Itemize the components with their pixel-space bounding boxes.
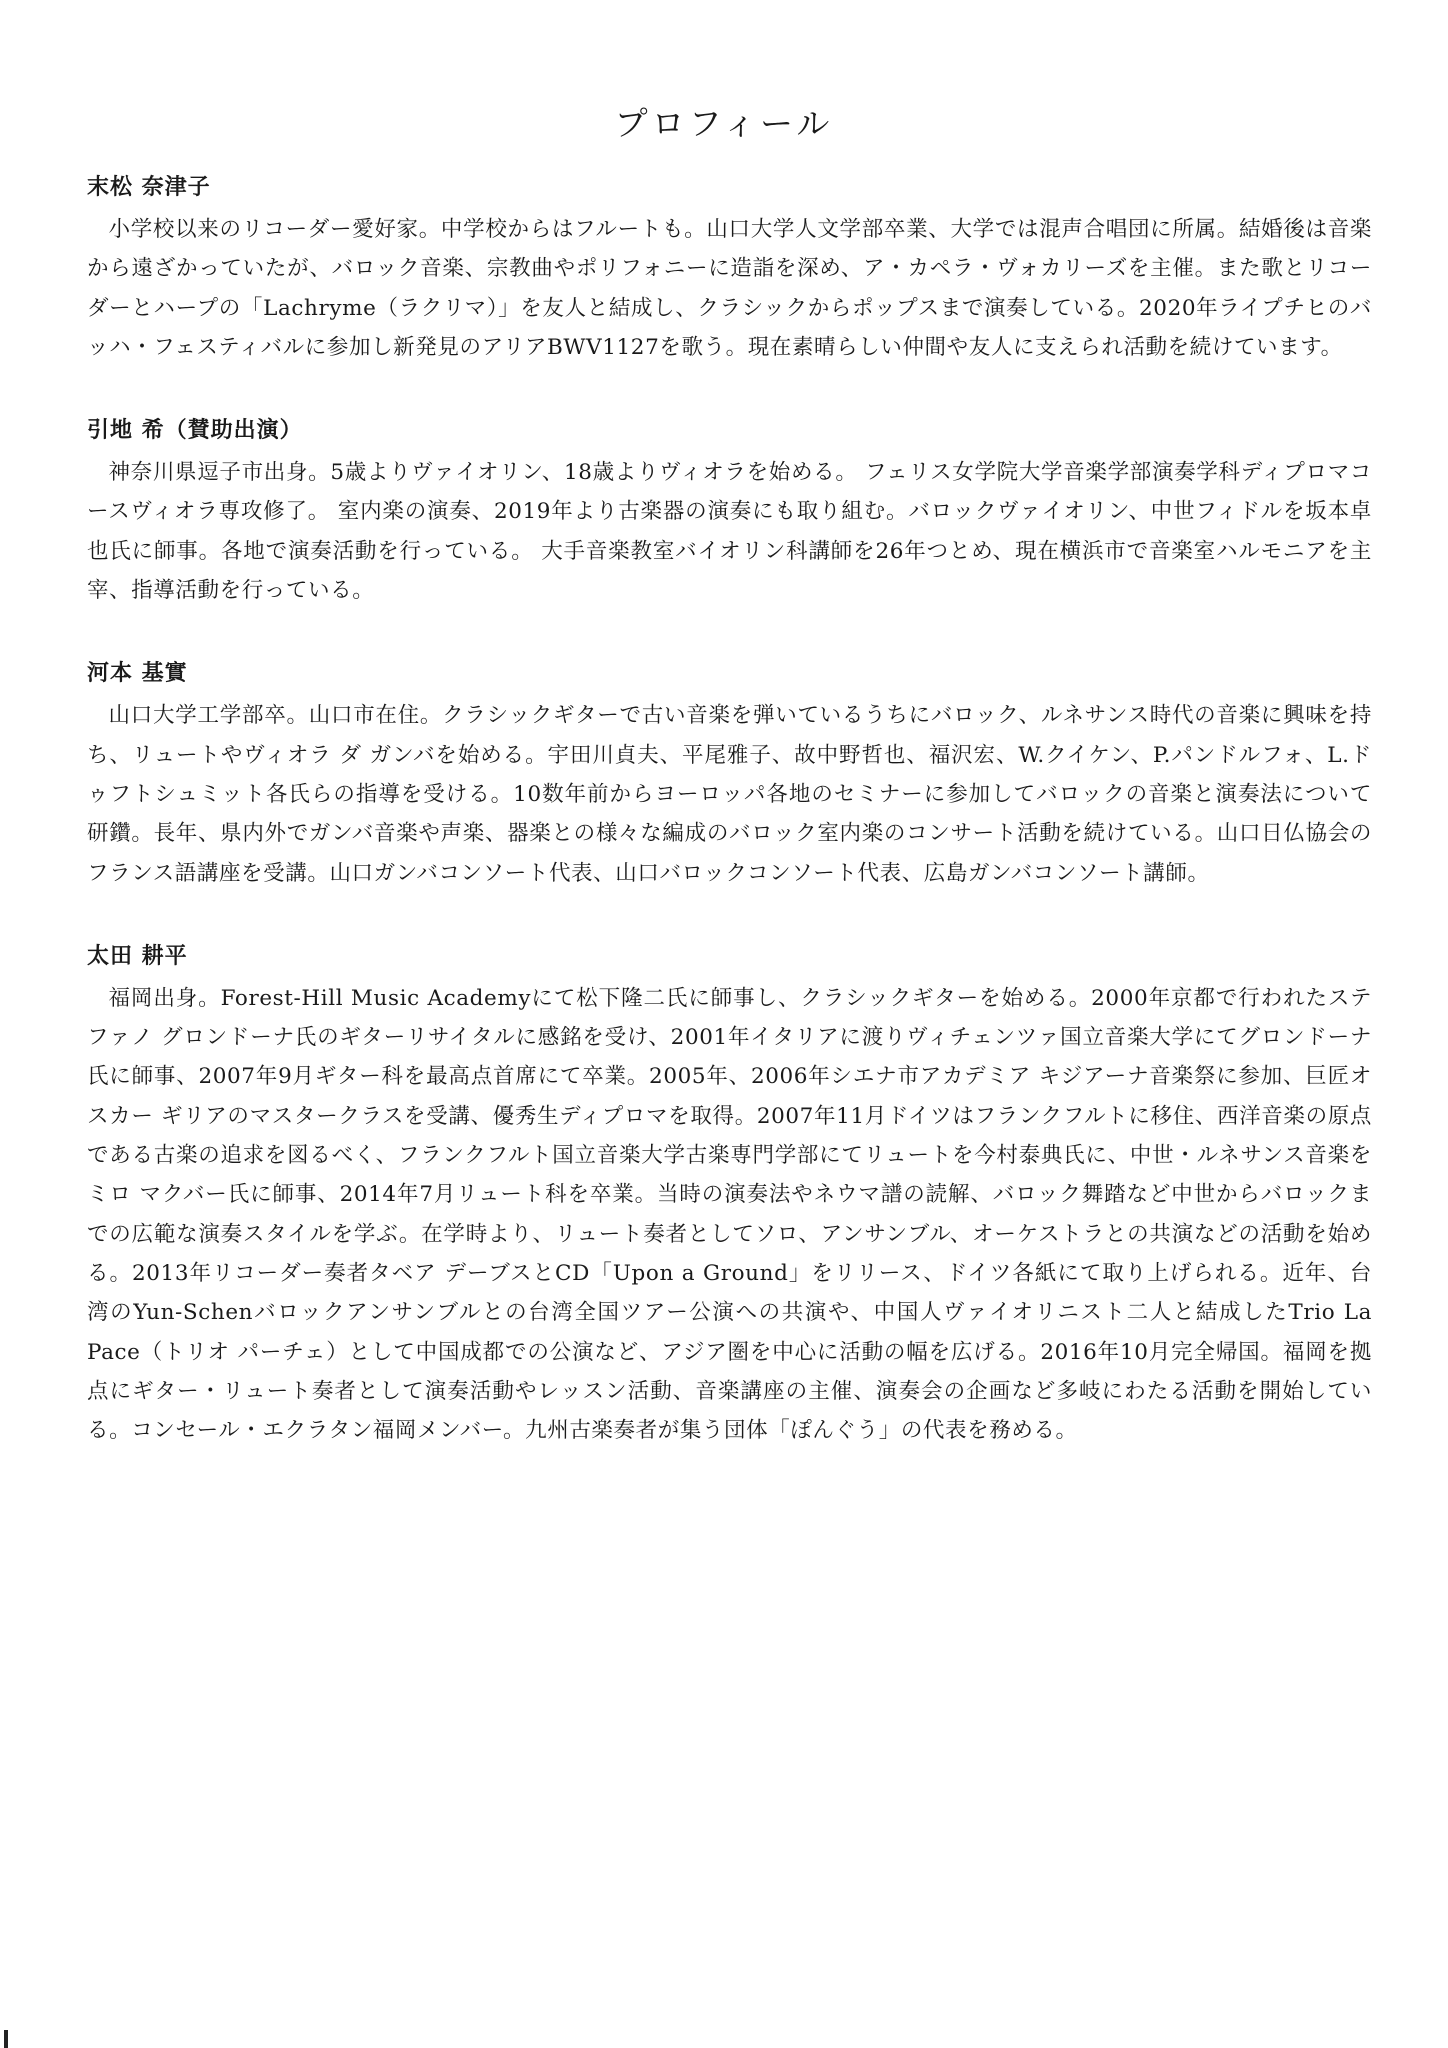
profile-body: 福岡出身。Forest-Hill Music Academyにて松下隆二氏に師事し、クラシックギターを始める。2000年京都で行われたステファノ グロンドーナ氏のギターリサイタルに感銘を受け、2001年イタリアに渡りヴィチェンツァ国立音楽大学にてグロンドーナ氏に師事、2007年9月ギター科を最高点首席にて卒業。2005年、2006年シエナ市アカデミア キジアーナ音楽祭に参加、巨匠オスカー ギリアのマスタークラスを受講、優秀生ディプロマを取得。2007年11月ドイツはフランクフルトに移住、西洋音楽の原点である古楽の追求を図るべく、フランクフルト国立音楽大学古楽専門学部にてリュートを今村泰典氏に、中世・ルネサンス音楽をミロ マクバー氏に師事、2014年7月リュート科を卒業。当時の演奏法やネウマ譜の読解、バロック舞踏など中世からバロックまでの広範な演奏スタイルを学ぶ。在学時より、リュート奏者としてソロ、アンサンブル、オーケストラとの共演などの活動を始める。2013年リコーダー奏者タベア デーブスとCD「Upon a Ground」をリリース、ドイツ各紙にて取り上げられる。近年、台湾のYun-Schenバロックアンサンブルとの台湾全国ツアー公演への共演や、中国人ヴァイオリニスト二人と結成したTrio La Pace（トリオ パーチェ）として中国成都での公演など、アジア圏を中心に活動の幅を広げる。2016年10月完全帰国。福岡を拠点にギター・リュート奏者として演奏活動やレッスン活動、音楽講座の主催、演奏会の企画など多岐にわたる活動を開始している。コンセール・エクラタン福岡メンバー。九州古楽奏者が集う団体「ぽんぐう」の代表を務める。 (87, 985, 1372, 1444)
profile-body: 山口大学工学部卒。山口市在住。クラシックギターで古い音楽を弾いているうちにバロック、ルネサンス時代の音楽に興味を持ち、リュートやヴィオラ ダ ガンバを始める。宇田川貞夫、平尾雅子、故中野哲也、福沢宏、W.クイケン、P.パンドルフォ、L.ドゥフトシュミット各氏らの指導を受ける。10数年前からヨーロッパ各地のセミナーに参加してバロックの音楽と演奏法について研鑽。長年、県内外でガンバ音楽や声楽、器楽との様々な編成のバロック室内楽のコンサート活動を続けている。山口日仏協会のフランス語講座を受講。山口ガンバコンソート代表、山口バロックコンソート代表、広島ガンバコンソート講師。 (87, 703, 1372, 886)
profile-name: 引地 希（賛助出演） (87, 418, 303, 444)
profile-body: 神奈川県逗子市出身。5歳よりヴァイオリン、18歳よりヴィオラを始める。 フェリス女学院大学音楽学部演奏学科ディプロマコースヴィオラ専攻修了。 室内楽の演奏、2019年より古楽器の演奏にも取り組む。バロックヴァイオリン、中世フィドルを坂本卓也氏に師事。各地で演奏活動を行っている。 大手音楽教室バイオリン科講師を26年つとめ、現在横浜市で音楽室ハルモニアを主宰、指導活動を行っている。 (87, 460, 1372, 604)
profile-hikichi (87, 413, 1372, 610)
scan-margin-mark (4, 2030, 8, 2048)
profile-list (87, 170, 1372, 1496)
profile-kawamoto (87, 656, 1372, 892)
profile-name: 太田 耕平 (87, 943, 188, 969)
profile-suematsu (87, 170, 1372, 367)
profile-name: 末松 奈津子 (87, 175, 211, 200)
page-title: プロフィール (614, 104, 834, 143)
profile-body: 小学校以来のリコーダー愛好家。中学校からはフルートも。山口大学人文学部卒業、大学では混声合唱団に所属。結婚後は音楽から遠ざかっていたが、バロック音楽、宗教曲やポリフォニーに造詣を深め、ア・カペラ・ヴォカリーズを主催。また歌とリコーダーとハープの「Lachryme（ラクリマ）」を友人と結成し、クラシックからポップスまで演奏している。2020年ライプチヒのバッハ・フェスティバルに参加し新発見のアリアBWV1127を歌う。現在素晴らしい仲間や友人に支えられ活動を続けています。 (87, 217, 1372, 360)
profile-name: 河本 基實 (87, 661, 188, 687)
profile-ota (87, 939, 1372, 1451)
